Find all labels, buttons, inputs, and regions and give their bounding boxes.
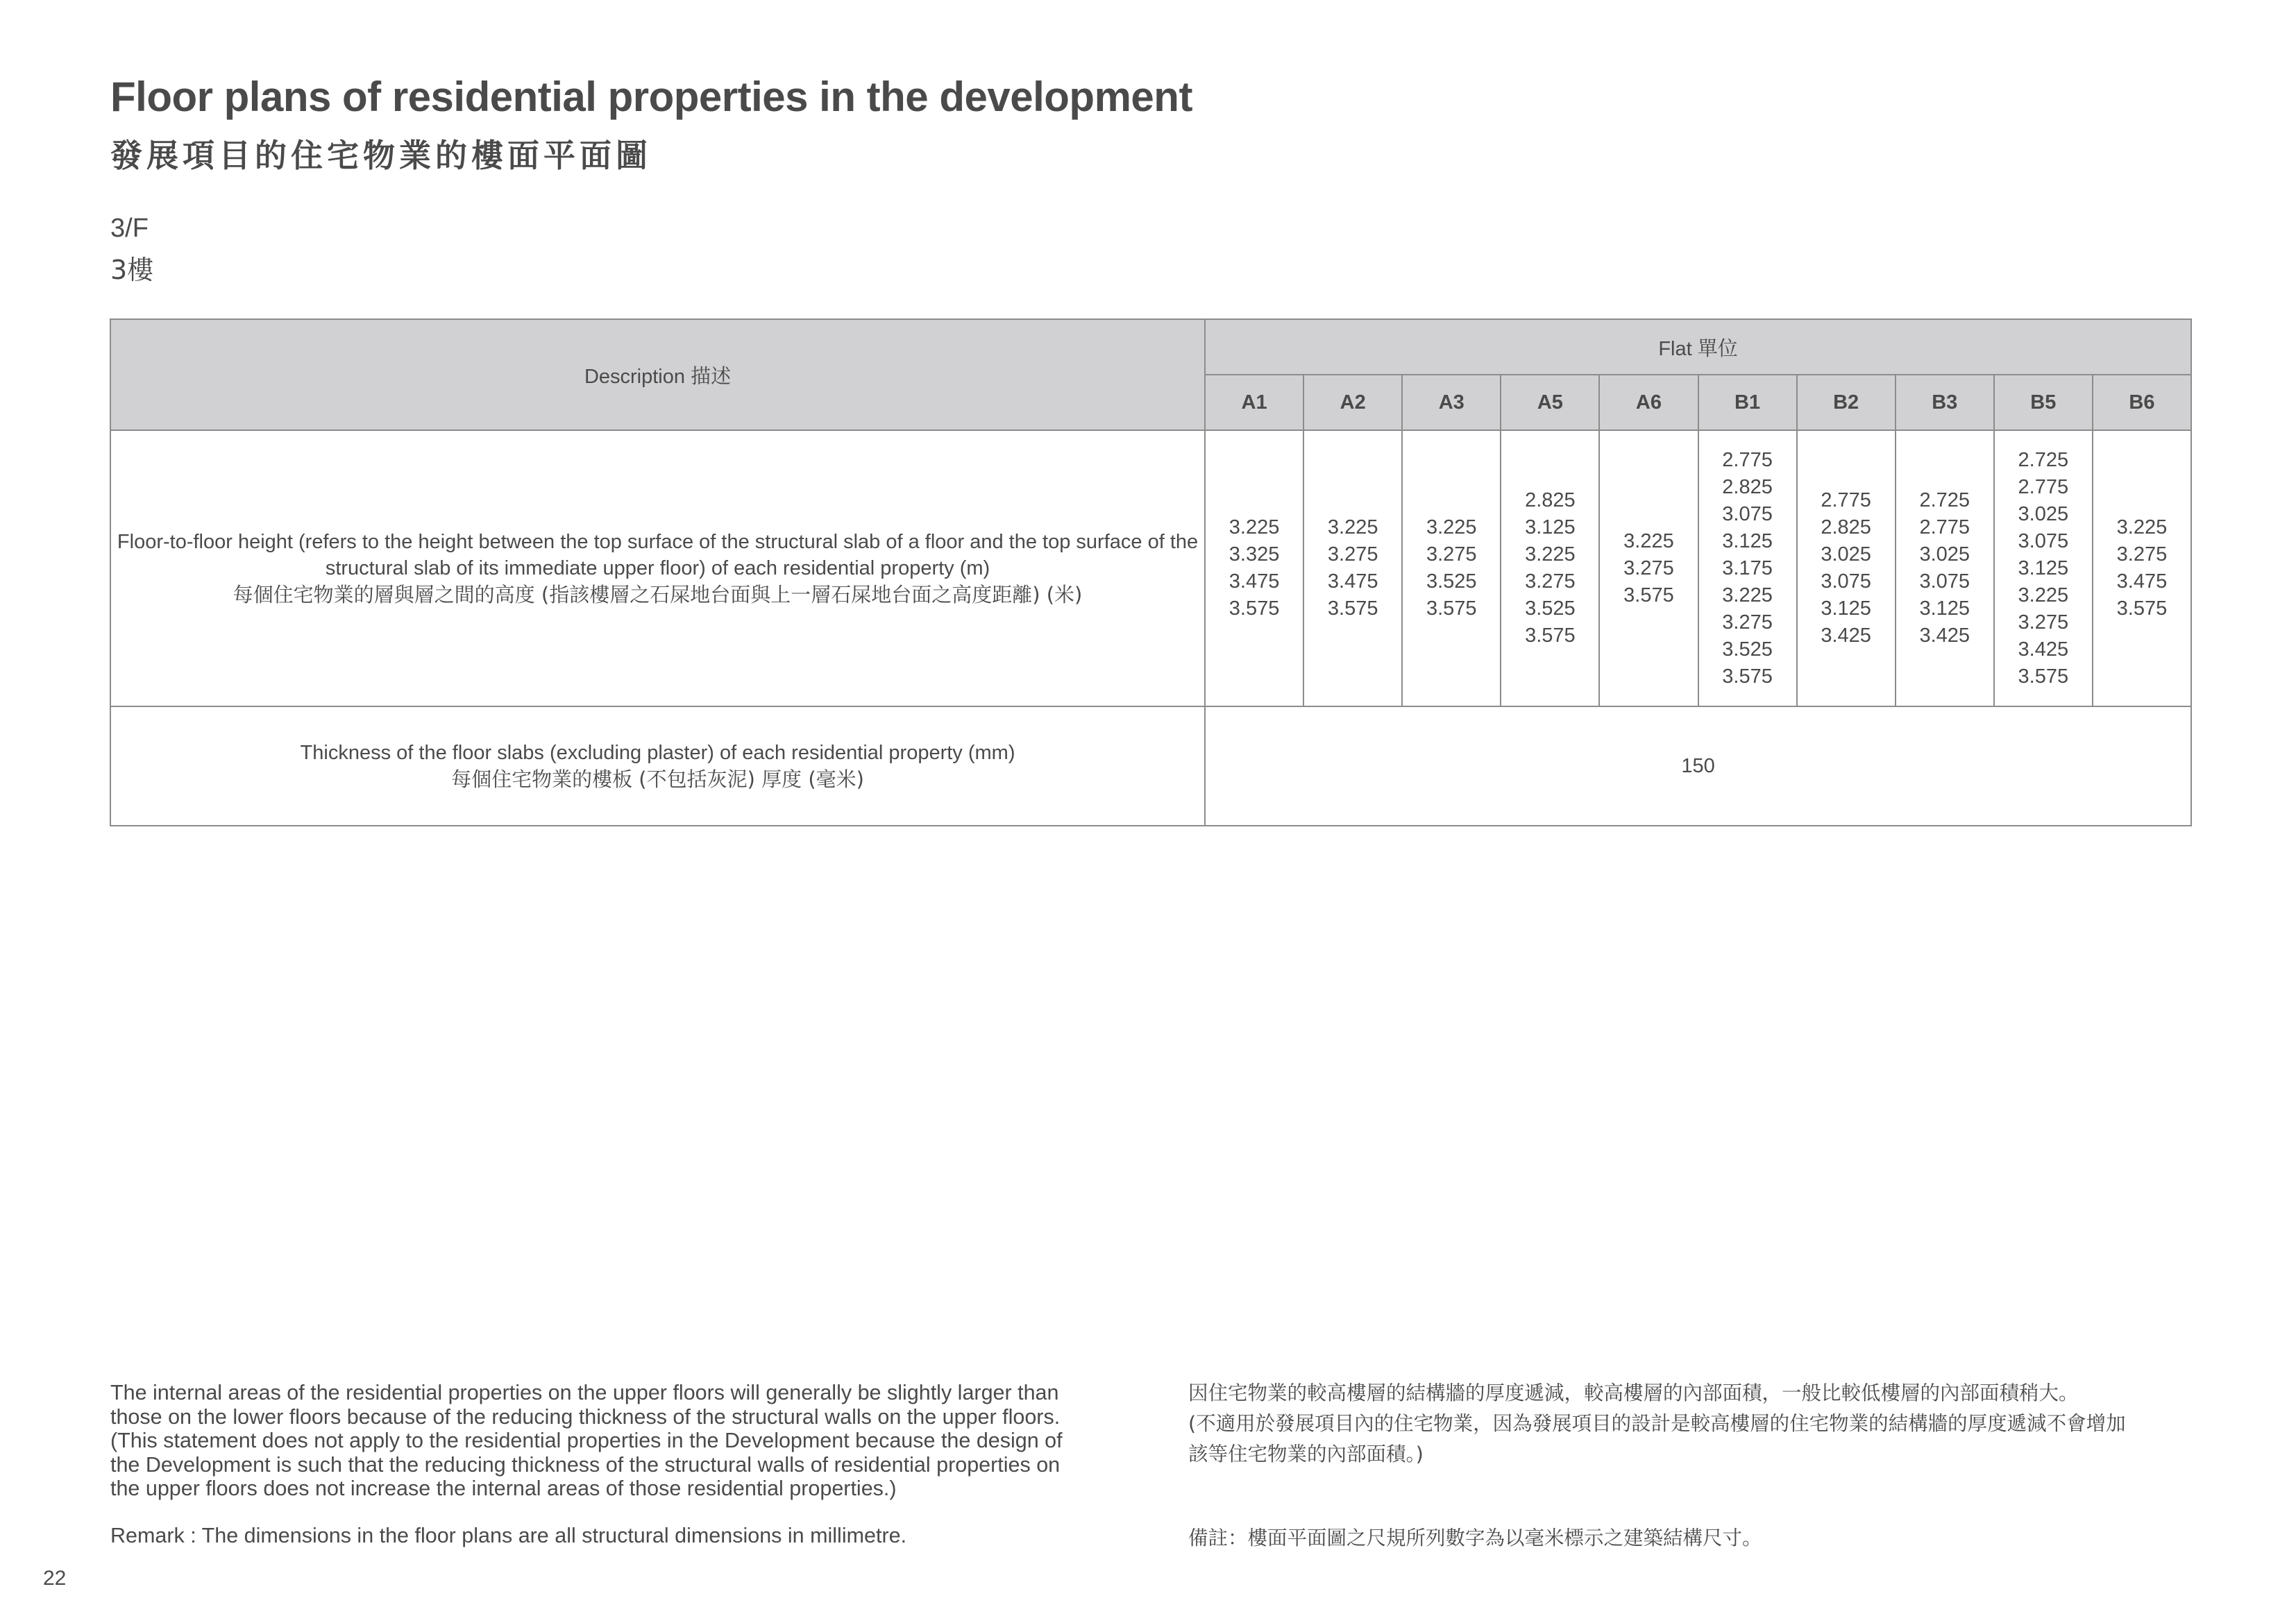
slab-thickness-value: 150 bbox=[1205, 706, 2191, 826]
page-title-chinese: 發展項目的住宅物業的樓面平面圖 bbox=[110, 137, 652, 174]
height-value: 3.575 bbox=[1229, 597, 1280, 620]
unit-header-b6: B6 bbox=[2093, 375, 2191, 430]
height-value: 2.725 bbox=[1919, 489, 1970, 511]
unit-header-a6: A6 bbox=[1599, 375, 1698, 430]
height-value: 2.725 bbox=[2018, 448, 2069, 471]
height-value: 3.025 bbox=[1821, 543, 1871, 566]
page-title: Floor plans of residential properties in the development bbox=[110, 74, 1192, 120]
height-value: 3.575 bbox=[1327, 597, 1378, 620]
unit-header-a5: A5 bbox=[1501, 375, 1599, 430]
height-value: 3.275 bbox=[2116, 543, 2168, 566]
floor-height-description-zh: 每個住宅物業的層與層之間的高度 (指該樓層之石屎地台面與上一層石屎地台面之高度距離) (米) bbox=[233, 583, 1083, 606]
height-value: 3.225 bbox=[2116, 516, 2168, 538]
note-line: the Development is such that the reducing thickness of the structural walls of residential properties on bbox=[110, 1452, 1061, 1477]
height-values-b5 bbox=[1994, 430, 2093, 706]
note-line-chinese: (不適用於發展項目內的住宅物業，因為發展項目的設計是較高樓層的住宅物業的結構牆的厚度遞減不會增加 bbox=[1188, 1412, 2126, 1435]
internal-area-note-chinese bbox=[1188, 1378, 2202, 1470]
height-value: 3.125 bbox=[1821, 597, 1871, 620]
height-value: 3.575 bbox=[2018, 665, 2069, 688]
height-value: 2.775 bbox=[1919, 516, 1970, 538]
height-value: 3.125 bbox=[1525, 516, 1576, 538]
height-value: 2.825 bbox=[1722, 475, 1773, 498]
height-value: 3.225 bbox=[1426, 516, 1477, 538]
description-header: Description 描述 bbox=[110, 319, 1205, 430]
height-value: 3.475 bbox=[2116, 570, 2168, 593]
height-value: 3.125 bbox=[1919, 597, 1970, 620]
floor-height-table bbox=[110, 318, 2192, 826]
table-row bbox=[110, 706, 2191, 826]
height-value: 3.275 bbox=[1722, 611, 1773, 634]
page-number: 22 bbox=[43, 1567, 67, 1590]
note-line-chinese: 因住宅物業的較高樓層的結構牆的厚度遞減，較高樓層的內部面積，一般比較低樓層的內部面積稍大。 bbox=[1188, 1382, 2079, 1404]
height-value: 3.275 bbox=[1623, 556, 1674, 579]
height-value: 3.275 bbox=[1525, 570, 1576, 593]
unit-header-b1: B1 bbox=[1698, 375, 1797, 430]
unit-header-b3: B3 bbox=[1896, 375, 1994, 430]
slab-thickness-description-zh: 每個住宅物業的樓板 (不包括灰泥) 厚度 (毫米) bbox=[451, 767, 864, 791]
unit-header-a1: A1 bbox=[1205, 375, 1303, 430]
height-value: 3.075 bbox=[1821, 570, 1871, 593]
height-value: 3.225 bbox=[1623, 529, 1674, 552]
height-value: 3.125 bbox=[2018, 556, 2069, 579]
height-value: 3.275 bbox=[1327, 543, 1378, 566]
slab-thickness-description-en: Thickness of the floor slabs (excluding plaster) of each residential property (mm) bbox=[300, 742, 1015, 764]
floor-height-description-en: Floor-to-floor height (refers to the height between the top surface of the structural slab of a floor and the top surface of the structural slab of its immediate upper floor) of each residential property (m) bbox=[117, 531, 1199, 579]
table-row bbox=[110, 430, 2191, 706]
note-line-chinese: 該等住宅物業的內部面積。) bbox=[1188, 1443, 1424, 1465]
height-value: 3.275 bbox=[2018, 611, 2069, 634]
height-value: 3.525 bbox=[1426, 570, 1477, 593]
height-value: 3.075 bbox=[2018, 529, 2069, 552]
height-value: 3.575 bbox=[2116, 597, 2168, 620]
unit-header-b2: B2 bbox=[1797, 375, 1896, 430]
height-value: 3.125 bbox=[1722, 529, 1773, 552]
height-value: 3.075 bbox=[1722, 502, 1773, 525]
floor-height-description bbox=[110, 430, 1205, 706]
height-values-b1 bbox=[1698, 430, 1797, 706]
height-value: 3.175 bbox=[1722, 556, 1773, 579]
slab-thickness-description bbox=[110, 706, 1205, 826]
unit-header-b5: B5 bbox=[1994, 375, 2093, 430]
unit-header-a3: A3 bbox=[1402, 375, 1501, 430]
height-value: 3.225 bbox=[1525, 543, 1576, 566]
height-value: 3.025 bbox=[1919, 543, 1970, 566]
height-value: 2.825 bbox=[1525, 489, 1576, 511]
height-values-a3 bbox=[1402, 430, 1501, 706]
height-value: 3.575 bbox=[1623, 584, 1674, 606]
height-value: 3.325 bbox=[1229, 543, 1280, 566]
note-line: the upper floors does not increase the internal areas of those residential properties.) bbox=[110, 1477, 897, 1500]
height-value: 3.525 bbox=[1525, 597, 1576, 620]
height-value: 3.025 bbox=[2018, 502, 2069, 525]
height-value: 3.225 bbox=[1229, 516, 1280, 538]
height-value: 3.275 bbox=[1426, 543, 1477, 566]
height-value: 3.425 bbox=[2018, 638, 2069, 661]
unit-header-a2: A2 bbox=[1303, 375, 1402, 430]
height-value: 3.425 bbox=[1919, 624, 1970, 647]
note-line: The internal areas of the residential properties on the upper floors will generally be slightly larger than bbox=[110, 1381, 1059, 1404]
height-value: 3.425 bbox=[1821, 624, 1871, 647]
height-values-b2 bbox=[1797, 430, 1896, 706]
floor-label-chinese: 3樓 bbox=[110, 255, 154, 285]
height-value: 3.075 bbox=[1919, 570, 1970, 593]
height-value: 2.775 bbox=[2018, 475, 2069, 498]
height-value: 3.575 bbox=[1525, 624, 1576, 647]
flat-header: Flat 單位 bbox=[1205, 319, 2191, 375]
height-values-a5 bbox=[1501, 430, 1599, 706]
note-line: those on the lower floors because of the reducing thickness of the structural walls on the upper floors. bbox=[110, 1404, 1061, 1429]
height-value: 2.775 bbox=[1722, 448, 1773, 471]
internal-area-note bbox=[110, 1381, 1124, 1501]
height-value: 2.775 bbox=[1821, 489, 1871, 511]
remark: Remark : The dimensions in the floor plans are all structural dimensions in millimetre. bbox=[110, 1524, 907, 1547]
remark-chinese: 備註：樓面平面圖之尺規所列數字為以毫米標示之建築結構尺寸。 bbox=[1188, 1527, 1762, 1549]
note-line: (This statement does not apply to the residential properties in the Development because the design of bbox=[110, 1429, 1063, 1452]
height-value: 3.575 bbox=[1426, 597, 1477, 620]
height-value: 3.525 bbox=[1722, 638, 1773, 661]
height-value: 3.575 bbox=[1722, 665, 1773, 688]
height-value: 2.825 bbox=[1821, 516, 1871, 538]
height-value: 3.225 bbox=[1722, 584, 1773, 606]
height-value: 3.225 bbox=[1327, 516, 1378, 538]
height-value: 3.475 bbox=[1229, 570, 1280, 593]
height-values-b6 bbox=[2093, 430, 2191, 706]
height-value: 3.225 bbox=[2018, 584, 2069, 606]
height-value: 3.475 bbox=[1327, 570, 1378, 593]
height-values-a2 bbox=[1303, 430, 1402, 706]
height-values-b3 bbox=[1896, 430, 1994, 706]
floor-label: 3/F bbox=[110, 214, 149, 243]
height-values-a1 bbox=[1205, 430, 1303, 706]
height-values-a6 bbox=[1599, 430, 1698, 706]
